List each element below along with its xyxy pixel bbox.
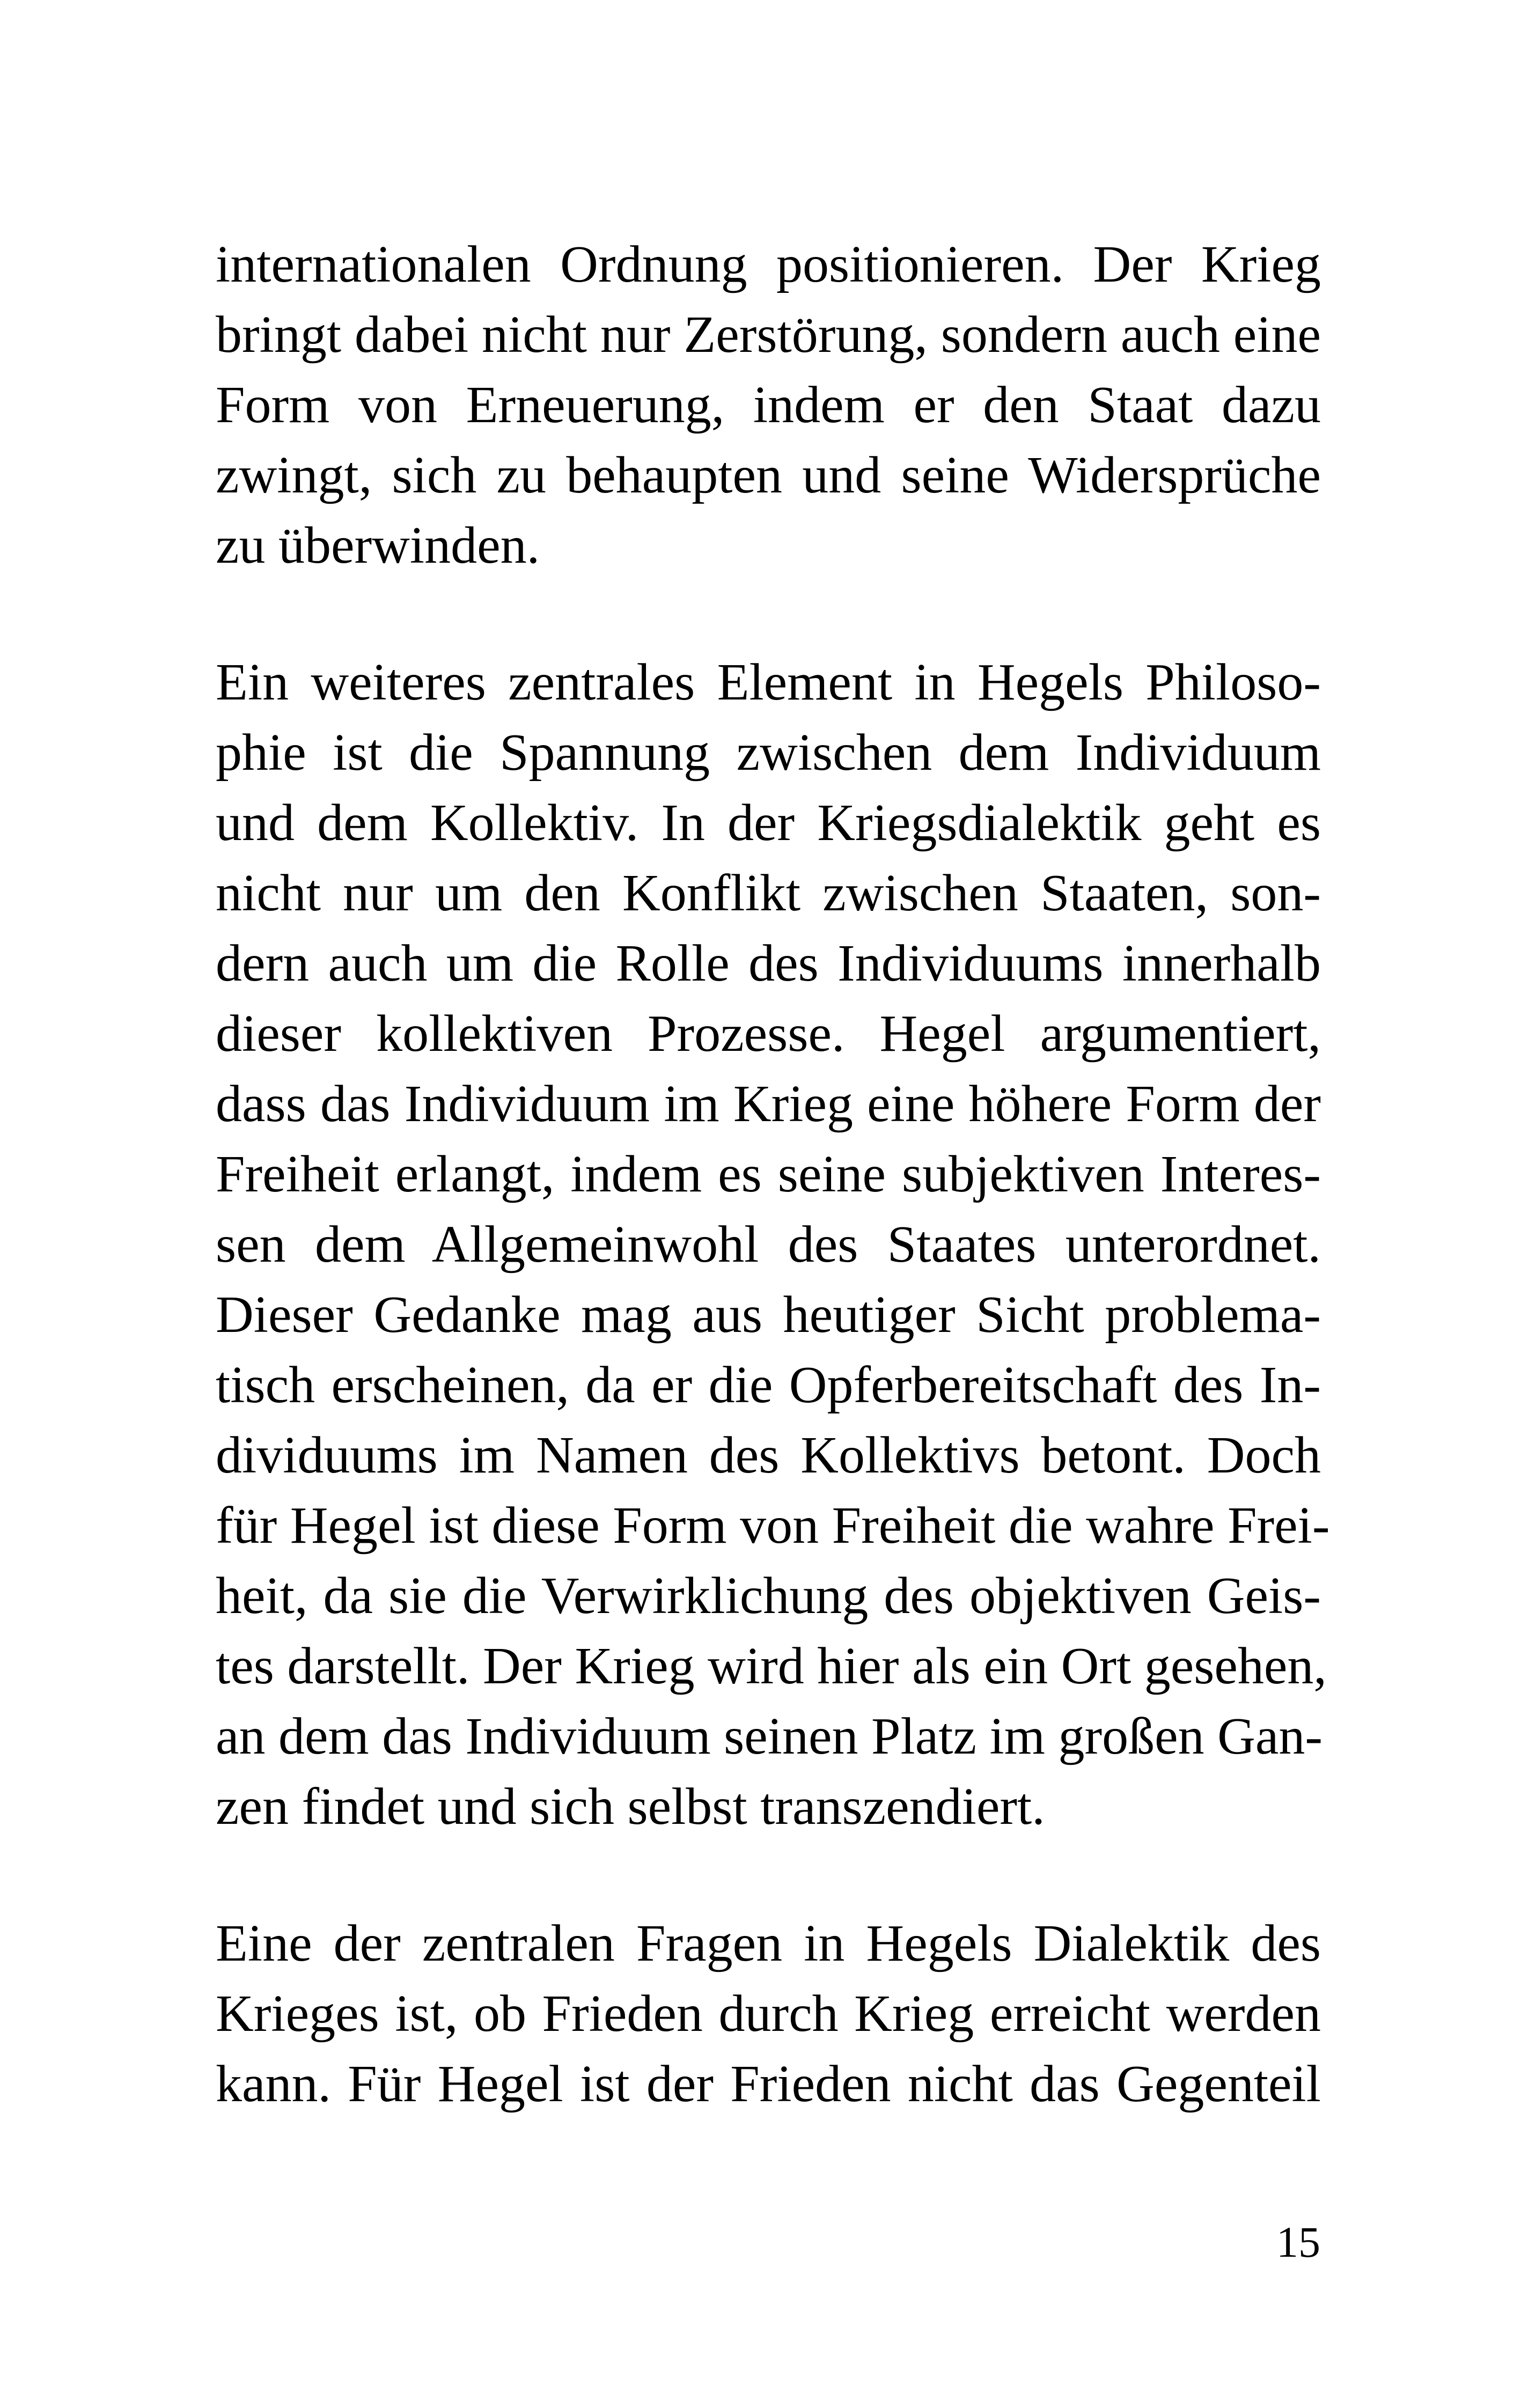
- text-line: bringt dabei nicht nur Zerstörung, sondern auch eine: [216, 306, 1321, 364]
- text-line: zu überwinden.: [216, 517, 540, 575]
- text-line: dass das Individuum im Krieg eine höhere Form der: [216, 1075, 1321, 1133]
- text-line: Freiheit erlangt, indem es seine subjektiven Interes-: [216, 1145, 1321, 1203]
- text-line: Krieges ist, ob Frieden durch Krieg erreicht werden: [216, 1985, 1321, 2043]
- text-line: internationalen Ordnung positionieren. Der Krieg: [216, 235, 1321, 293]
- text-line: nicht nur um den Konflikt zwischen Staaten, son-: [216, 864, 1321, 922]
- text-line: tes darstellt. Der Krieg wird hier als ein Ort gesehen,: [216, 1637, 1327, 1695]
- text-line: heit, da sie die Verwirklichung des objektiven Geis-: [216, 1567, 1321, 1625]
- text-line: zwingt, sich zu behaupten und seine Widersprüche: [216, 446, 1321, 504]
- text-line: Form von Erneuerung, indem er den Staat dazu: [216, 376, 1321, 434]
- text-line: an dem das Individuum seinen Platz im großen Gan-: [216, 1707, 1322, 1765]
- paragraph-3: [216, 1909, 1321, 2119]
- paragraph-1: [216, 230, 1321, 581]
- text-line: Dieser Gedanke mag aus heutiger Sicht problema-: [216, 1286, 1321, 1344]
- text-line: sen dem Allgemeinwohl des Staates unterordnet.: [216, 1216, 1321, 1273]
- page-number: 15: [1276, 2218, 1320, 2266]
- paragraph-spacer: [216, 581, 1321, 647]
- text-line: Eine der zentralen Fragen in Hegels Dialektik des: [216, 1914, 1321, 1972]
- text-line: und dem Kollektiv. In der Kriegsdialektik geht es: [216, 794, 1321, 852]
- text-line: dern auch um die Rolle des Individuums innerhalb: [216, 934, 1321, 992]
- paragraph-spacer: [216, 1842, 1321, 1909]
- paragraph-2: [216, 647, 1330, 1842]
- text-line: zen findet und sich selbst transzendiert.: [216, 1778, 1045, 1836]
- body-text: [216, 230, 1330, 2119]
- text-line: dividuums im Namen des Kollektivs betont. Doch: [216, 1426, 1321, 1484]
- text-line: tisch erscheinen, da er die Opferbereitschaft des In-: [216, 1356, 1321, 1414]
- text-line: dieser kollektiven Prozesse. Hegel argumentiert,: [216, 1005, 1321, 1063]
- text-line: kann. Für Hegel ist der Frieden nicht das Gegenteil: [216, 2055, 1321, 2113]
- text-line: Ein weiteres zentrales Element in Hegels Philoso-: [216, 653, 1321, 711]
- text-line: phie ist die Spannung zwischen dem Individuum: [216, 724, 1321, 782]
- text-line: für Hegel ist diese Form von Freiheit die wahre Frei-: [216, 1497, 1330, 1555]
